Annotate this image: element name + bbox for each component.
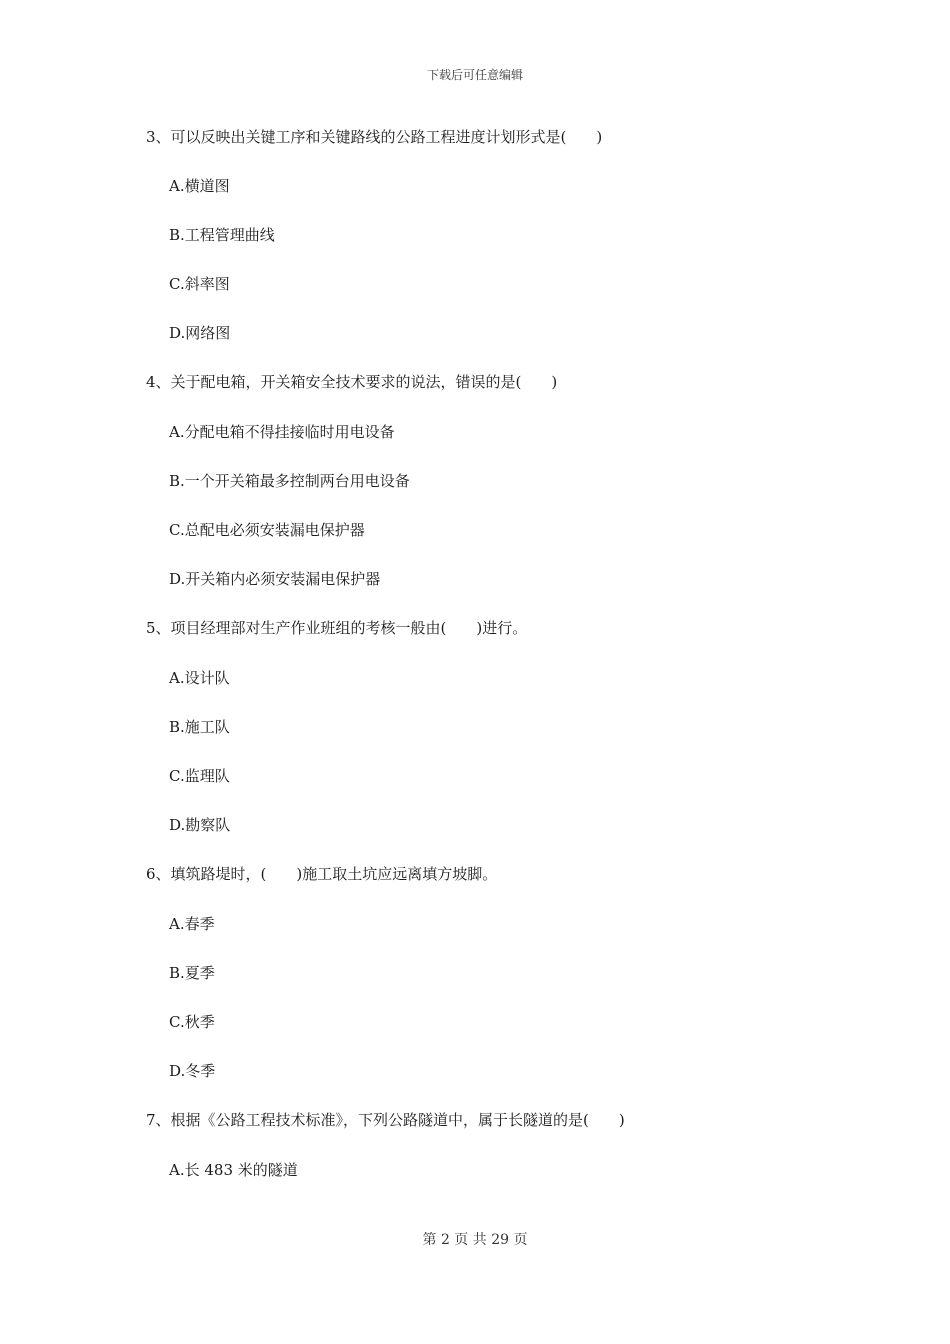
question-4-stem: 4、关于配电箱，开关箱安全技术要求的说法，错误的是( ) [146,373,558,391]
question-6-option-b: B.夏季 [169,964,215,982]
question-6-option-c: C.秋季 [169,1013,215,1031]
question-7-stem: 7、根据《公路工程技术标准》，下列公路隧道中，属于长隧道的是( ) [146,1111,625,1129]
question-4-option-d: D.开关箱内必须安装漏电保护器 [169,570,381,588]
question-4-option-a: A.分配电箱不得挂接临时用电设备 [169,423,395,441]
question-5-option-d: D.勘察队 [169,816,231,834]
question-3-stem: 3、可以反映出关键工序和关键路线的公路工程进度计划形式是( ) [146,128,603,146]
question-3-option-b: B.工程管理曲线 [169,226,275,244]
question-3-option-a: A.横道图 [169,177,230,195]
question-6-option-d: D.冬季 [169,1062,216,1080]
question-4-option-b: B.一个开关箱最多控制两台用电设备 [169,472,410,490]
question-3-option-c: C.斜率图 [169,275,230,293]
page-footer: 第 2 页 共 29 页 [422,1232,528,1248]
question-3-option-d: D.网络图 [169,324,231,342]
question-4-option-c: C.总配电必须安装漏电保护器 [169,521,365,539]
question-7-option-a: A.长 483 米的隧道 [169,1161,298,1179]
question-6-stem: 6、填筑路堤时，( )施工取土坑应远离填方坡脚。 [146,865,498,883]
question-5-option-c: C.监理队 [169,767,230,785]
question-5-stem: 5、项目经理部对生产作业班组的考核一般由( )进行。 [146,619,528,637]
question-5-option-b: B.施工队 [169,718,230,736]
question-6-option-a: A.春季 [169,915,215,933]
page-header: 下载后可任意编辑 [426,68,523,82]
question-5-option-a: A.设计队 [169,669,230,687]
